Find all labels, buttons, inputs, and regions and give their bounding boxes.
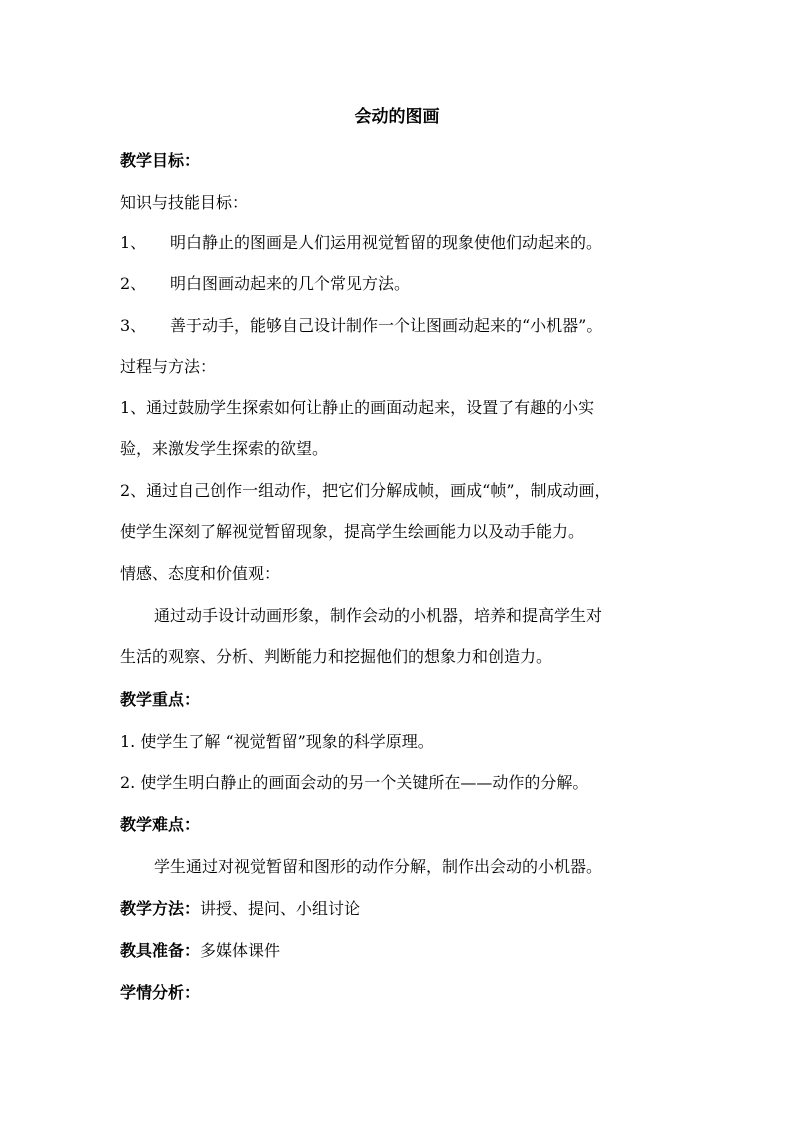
emotion-heading: 情感、态度和价值观： [120, 564, 281, 583]
emotion-paragraph-line: 生活的观察、分析、判断能力和挖掘他们的想象力和创造力。 [120, 647, 553, 666]
item-text: 善于动手，能够自己设计制作一个让图画动起来的“小机器”。 [170, 316, 603, 335]
knowledge-item [120, 232, 680, 254]
key-point-item: 2. 使学生明白静止的画面会动的另一个关键所在——动作的分解。 [120, 773, 589, 792]
teaching-goals-heading: 教学目标： [120, 151, 201, 170]
knowledge-item [120, 315, 680, 337]
method-label: 教学方法： [120, 899, 201, 918]
process-item-line: 2、通过自己创作一组动作，把它们分解成帧，画成“帧”，制成动画， [120, 481, 611, 500]
tools-value: 多媒体课件 [200, 941, 281, 960]
item-number: 1、 [120, 233, 147, 252]
item-text: 明白图画动起来的几个常见方法。 [170, 274, 411, 293]
difficulty-text: 学生通过对视觉暂留和图形的动作分解，制作出会动的小机器。 [154, 857, 603, 876]
process-item-line: 1、通过鼓励学生探索如何让静止的画面动起来，设置了有趣的小实 [120, 398, 595, 417]
method-value: 讲授、提问、小组讨论 [200, 899, 361, 918]
item-number: 3、 [120, 316, 147, 335]
method-row [120, 898, 680, 920]
document-title: 会动的图画 [354, 107, 440, 127]
item-number: 2、 [120, 274, 147, 293]
process-heading: 过程与方法： [120, 357, 217, 376]
key-point-item: 1. 使学生了解 “视觉暂留”现象的科学原理。 [120, 732, 434, 751]
key-points-heading: 教学重点： [120, 690, 201, 709]
tools-row [120, 940, 680, 962]
knowledge-item [120, 273, 680, 295]
difficulty-heading: 教学难点： [120, 815, 201, 834]
tools-label: 教具准备： [120, 941, 201, 960]
item-text: 明白静止的图画是人们运用视觉暂留的现象使他们动起来的。 [170, 233, 603, 252]
analysis-heading: 学情分析： [120, 983, 201, 1002]
emotion-paragraph-line: 通过动手设计动画形象，制作会动的小机器，培养和提高学生对 [154, 606, 603, 625]
process-item-line: 验，来激发学生探索的欲望。 [120, 439, 329, 458]
process-item-line: 使学生深刻了解视觉暂留现象，提高学生绘画能力以及动手能力。 [120, 522, 585, 541]
knowledge-heading: 知识与技能目标： [120, 193, 249, 212]
